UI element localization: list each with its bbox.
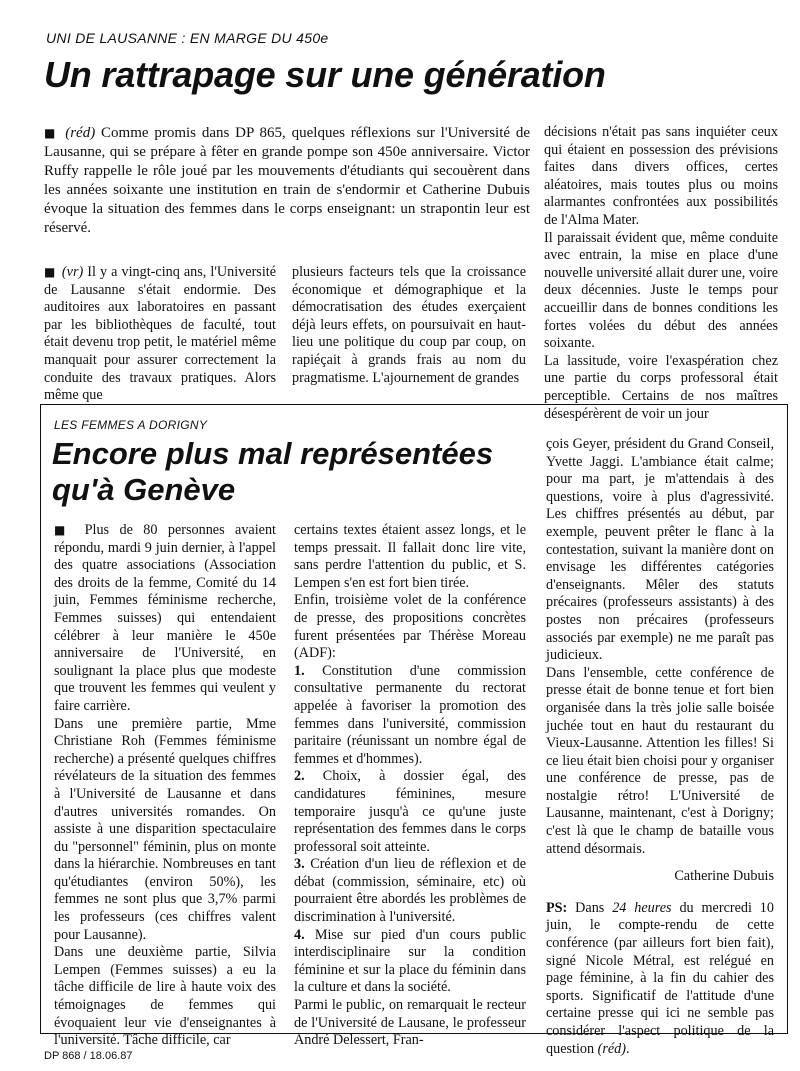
proposal-number: 3. <box>294 856 305 873</box>
proposal-number: 4. <box>294 926 305 943</box>
proposal-text: Mise sur pied d'un cours public interdisciplinaire sur la condition féminine et sur la place du féminin dans la culture et dans la société. <box>294 926 527 996</box>
proposal-item <box>294 663 526 769</box>
author-signature: Catherine Dubuis <box>674 868 774 885</box>
issue-footer: DP 868 / 18.06.87 <box>44 1050 133 1062</box>
box-text: çois Geyer, président du Grand Conseil, Yvette Jaggi. L'ambiance était calme; pour ma part, je m'attendais à des questions, voire à plus d'agressivité. Les chiffres présentés au début, par exemple, peuvent prêter le flanc à la contestation, suivant la manière dont on envisage les différentes catégories d'enseignants. Mêler des statuts précaires (professeurs assistants) à des postes non précaires (professeurs associés par exemple) ne me paraît pas judicieux. <box>546 436 774 664</box>
proposal-item <box>294 768 526 856</box>
ps-label: PS: <box>546 899 568 916</box>
proposal-text: Création d'un lieu de réflexion et de débat (commission, séminaire, etc) où pourraient être abordés les problèmes de discrimination à l'université. <box>294 856 526 926</box>
proposal-text: Choix, à dossier égal, des candidatures féminines, mesure temporaire jusqu'à ce qu'une juste représentation des femmes dans le corps professoral soit atteinte. <box>294 768 526 855</box>
article-column-3 <box>544 124 778 423</box>
article-author-tag: (vr) <box>61 264 84 280</box>
box-text: Plus de 80 personnes avaient répondu, mardi 9 juin dernier, à l'appel des quatre associations (Association des droits de la femme, Comité du 14 juin, Femmes féminisme recherche, Femmes suisses) qui entendaient célébrer à leur manière le 450e anniversaire de l'Université, en soulignant la place plus que modeste que trouvent les femmes qui veulent y faire carrière. <box>54 522 276 714</box>
box-text: Dans une première partie, Mme Christiane Roh (Femmes féminisme recherche) a présenté quelques chiffres révélateurs de la situation des femmes à l'Université de Lausanne et dans d'autres universités romandes. On assiste à une disparition spectaculaire du "personnel" féminin, plus on monte dans la hiérarchie. Nombreuses en tant qu'étudiantes (environ 50%), les femmes ne sont plus que 3,7% parmi les professeurs (ces chiffres valent pour Lausanne). <box>54 715 276 943</box>
article-text: plusieurs facteurs tels que la croissance économique et démographique et la démocratisation des études exerçaient déjà leurs effets, on poursuivait en haut-lieu une politique du coup par coup, on rapiéçait à grands frais au nom du pragmatisme. L'ajournement de grandes <box>292 264 526 386</box>
postscript: PS: Dans 24 heures du mercredi 10 juin, le compte-rendu de cette conférence (par ailleurs fort bien fait), signé Nicole Métral, est relégué en page féminine, à la fin du cahier des sports. Significatif de l'attitude d'une certaine presse qui ici ne semble pas considérer l'aspect politique de la question (réd). <box>546 899 774 1057</box>
lead-paragraph <box>44 124 530 238</box>
newspaper-name: 24 heures <box>612 899 672 916</box>
box-column-2 <box>294 522 526 1050</box>
article-text: La lassitude, voire l'exaspération chez une partie du corps professoral était perceptible. Certains de nos maîtres désespérèrent de voir un jour <box>544 352 778 422</box>
bullet-square-icon: ■ <box>54 523 73 537</box>
box-text: Enfin, troisième volet de la conférence de presse, des propositions concrètes furent présentées par Thérèse Moreau (ADF): <box>294 592 526 662</box>
ps-text: du mercredi 10 juin, le compte-rendu de cette conférence (par ailleurs fort bien fait), signé Nicole Métral, est relégué en page féminine, à la fin du cahier des sports. Significatif de l'attitude d'une certaine presse qui ici ne semble pas considérer l'aspect politique de la question <box>546 899 774 1057</box>
lead-author-tag: (réd) <box>65 125 96 141</box>
box-text: certains textes étaient assez longs, et le temps pressait. Il fallait donc lire vite, sans perdre l'attention du public, et S. Lempen s'en est fort bien tirée. <box>294 522 526 591</box>
proposal-number: 2. <box>294 768 305 785</box>
bullet-square-icon: ■ <box>44 126 58 140</box>
article-text: Il y a vingt-cinq ans, l'Université de Lausanne s'était endormie. Des auditoires aux laboratoires en passant par les bibliothèques de faculté, tout était devenu trop petit, le matériel même manquait pour assurer correctement la conduite des travaux pratiques. Alors même que <box>44 264 276 404</box>
proposal-item <box>294 927 526 997</box>
box-headline: Encore plus mal représentées qu'à Genève <box>52 436 494 507</box>
article-text: décisions n'était pas sans inquiéter ceux qui étaient en possession des prévisions faites dans divers offices, certes aléatoires, mais toutes plus ou moins alarmantes confrontées aux possibilités de l'Alma Mater. <box>544 124 778 228</box>
article-headline: Un rattrapage sur une génération <box>44 54 606 95</box>
box-text: Dans une deuxième partie, Silvia Lempen (Femmes suisses) a eu la tâche difficile de lire à haute voix des témoignages de femmes qui évoquaient leur vie d'enseignantes à l'université. Tâche difficile, car <box>54 944 276 1049</box>
article-column-2 <box>292 264 526 387</box>
box-kicker: LES FEMMES A DORIGNY <box>54 418 208 432</box>
article-text: Il paraissait évident que, même conduite avec entrain, la mise en place d'une nouvelle université allait durer une, voire deux décennies. Juste le temps pour accueillir dans de bonnes conditions les fortes volées du début des années soixante. <box>544 229 779 352</box>
article-column-1 <box>44 264 276 405</box>
proposal-number: 1. <box>294 662 305 679</box>
box-column-1 <box>54 522 276 1050</box>
proposal-text: Constitution d'une commission consultative permanente du rectorat appelée à favoriser la promotion des femmes dans l'université, commission paritaire (réunissant un nombre égal de femmes et d'hommes). <box>294 662 527 767</box>
bullet-square-icon: ■ <box>44 265 56 279</box>
lead-text: Comme promis dans DP 865, quelques réflexions sur l'Université de Lausanne, qui se prépare à fêter en grande pompe son 450e anniversaire. Victor Ruffy rappelle le rôle joué par les mouvements d'étudiants qui secouèrent dans les années soixante une institution en train de s'endormir et Catherine Dubuis évoque la situation des femmes dans le corps enseignant: un strapontin leur est réservé. <box>44 125 531 236</box>
box-text: Parmi le public, on remarquait le recteur de l'Université de Lausane, le professeur André Delessert, Fran- <box>294 997 526 1049</box>
article-kicker: UNI DE LAUSANNE : EN MARGE DU 450e <box>46 30 329 46</box>
box-column-3 <box>546 436 774 1058</box>
ps-text: Dans <box>575 899 605 916</box>
proposal-item <box>294 856 526 926</box>
ps-author-tag: (réd) <box>597 1040 626 1057</box>
box-text: Dans l'ensemble, cette conférence de presse était de bonne tenue et fort bien organisée dans la très jolie salle boisée juchée tout en haut du restaurant du Vieux-Lausanne. Attention les filles! Si ce lieu était bien choisi pour y organiser une conférence de presse, pas de nostalgie rétro! L'Université de Lausanne, maintenant, c'est à Dorigny; c'est là que le champ de bataille vous attend désormais. <box>546 664 774 857</box>
